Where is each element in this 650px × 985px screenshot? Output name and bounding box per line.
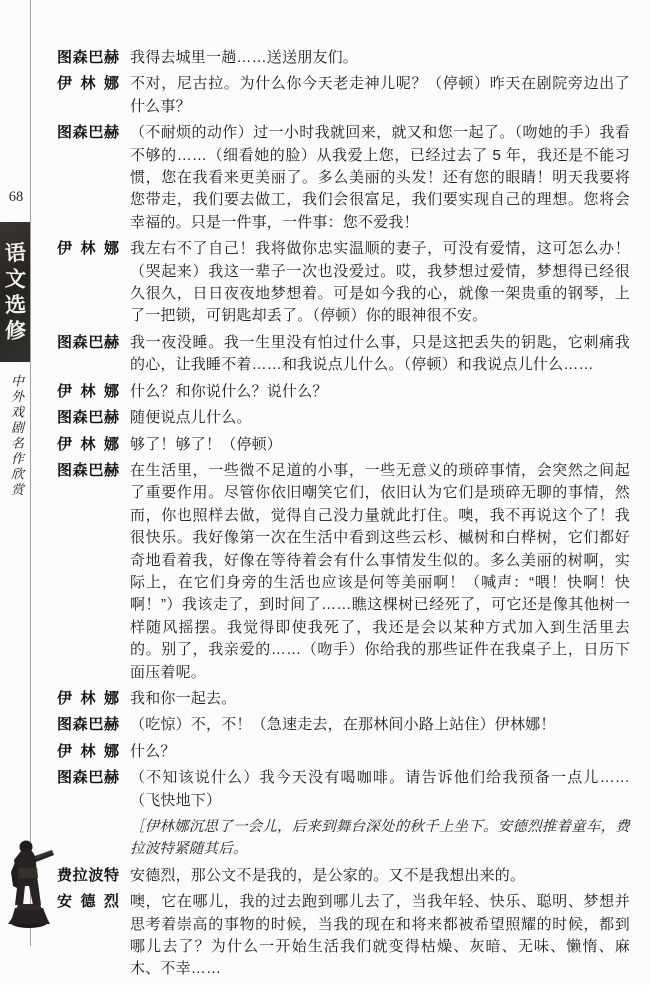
statue-image bbox=[5, 838, 57, 932]
dialogue-row bbox=[57, 407, 630, 429]
dialogue-row bbox=[57, 865, 630, 887]
speaker-name: 图森巴赫 bbox=[57, 49, 119, 66]
dialogue-text: 什么？和你说什么？说什么？ bbox=[130, 382, 328, 400]
speaker-name: 图森巴赫 bbox=[57, 461, 119, 479]
dialogue-row bbox=[57, 460, 630, 684]
speaker-name: 图森巴赫 bbox=[57, 124, 119, 142]
dialogue-text: 噢，它在哪儿，我的过去跑到哪儿去了，当我年轻、快乐、聪明、梦想并思考着崇高的事物的时候，当我的现在和将来都被希望照耀的时候，都到哪儿去了？为什么一开始生活我们就变得枯燥、灰暗、无味、懒惰、麻木、不幸…… bbox=[130, 893, 630, 978]
speaker-name: 伊林娜 bbox=[57, 240, 119, 258]
dialogue-row bbox=[57, 122, 630, 234]
dialogue-row bbox=[57, 434, 630, 456]
dialogue-text: 我得去城里一趟……送送朋友们。 bbox=[130, 49, 359, 66]
speaker-name: 图森巴赫 bbox=[57, 769, 119, 787]
dialogue-text: 够了！够了！（停顿） bbox=[130, 435, 283, 453]
speaker-name: 伊林娜 bbox=[57, 742, 119, 760]
dialogue-text: （不知该说什么）我今天没有喝咖啡。请告诉他们给我预备一点儿……（飞快地下） bbox=[130, 769, 630, 809]
dialogue-row bbox=[57, 238, 630, 328]
dialogue-row bbox=[57, 891, 630, 981]
speaker-name: 伊林娜 bbox=[57, 382, 119, 400]
dialogue-text: 在生活里，一些微不足道的小事，一些无意义的琐碎事情，会突然之间起了重要作用。尽管你依旧嘲笑它们，依旧认为它们是琐碎无聊的事情，然而，你也照样去做，觉得自己没力量就此打住。噢，我不再说这个了！我很快乐。我好像第一次在生活中看到这些云杉、槭树和白桦树，它们都好奇地看着我，好像在等待着会有什么事情发生似的。多么美丽的树啊，实际上，在它们身旁的生活也应该是何等美丽啊！（喊声：“喂！快啊！快啊！”）我该走了，到时间了……瞧这棵树已经死了，可它还是像其他树一样随风摇摆。我觉得即使我死了，我还是会以某种方式加入到生活里去的。别了，我亲爱的……（吻手）你给我的那些证件在我桌子上，日历下面压着呢。 bbox=[130, 461, 630, 681]
series-title-char: 选 bbox=[3, 291, 27, 318]
speaker-name: 图森巴赫 bbox=[57, 333, 119, 351]
speaker-name: 图森巴赫 bbox=[57, 716, 119, 734]
dialogue-row bbox=[57, 767, 630, 812]
dialogue-row bbox=[57, 47, 630, 69]
dialogue-text: 随便说点儿什么。 bbox=[130, 409, 252, 427]
dialogue-row bbox=[57, 73, 630, 118]
dialogue-text: 我和你一起去。 bbox=[130, 689, 237, 707]
dialogue-row bbox=[57, 714, 630, 736]
dialogue-text: 安德烈，那公文不是我的，是公家的。又不是我想出来的。 bbox=[130, 866, 526, 884]
dialogue-row bbox=[57, 741, 630, 763]
speaker-name-empty bbox=[57, 816, 119, 838]
speaker-name: 伊林娜 bbox=[57, 75, 119, 93]
page-number: 68 bbox=[8, 189, 24, 205]
dialogue-text: （吃惊）不，不！（急速走去，在那林间小路上站住）伊林娜！ bbox=[130, 716, 556, 734]
dialogue-text: 什么？ bbox=[130, 742, 176, 760]
series-title-char: 修 bbox=[3, 317, 27, 344]
stage-direction-text: ［伊林娜沉思了一会儿，后来到舞台深处的秋千上坐下。安德烈推着童车，费拉波特紧随其后。 bbox=[130, 819, 630, 858]
sidebar-divider-line bbox=[30, 0, 31, 946]
dialogue-text: 不对，尼古拉。为什么你今天老走神儿呢？（停顿）昨天在剧院旁边出了什么事？ bbox=[130, 75, 630, 115]
stage-direction-row bbox=[57, 816, 630, 861]
series-title-char: 语 bbox=[3, 239, 27, 266]
dialogue-text: 我一夜没睡。我一生里没有怕过什么事，只是这把丢失的钥匙，它刺痛我的心，让我睡不着……和我说点儿什么。（停顿）和我说点儿什么…… bbox=[130, 333, 630, 374]
series-title-block bbox=[0, 222, 30, 362]
play-script bbox=[57, 47, 630, 985]
speaker-name: 伊林娜 bbox=[57, 689, 119, 707]
dialogue-text: （不耐烦的动作）过一小时我就回来，就又和您一起了。（吻她的手）我看不够的……（细看她的脸）从我爱上您，已经过去了 5 年，我还是不能习惯，您在我看来更美丽了。多么美丽的头发！还有您的眼睛！明天我要将您带走，我们要去做工，我们会很富足，我们要实现自己的理想。您将会幸福的。只是一件事，一件事：您不爱我！ bbox=[130, 124, 630, 231]
dialogue-text: 我左右不了自己！我将做你忠实温顺的妻子，可没有爱情，这可怎么办！（哭起来）我这一辈子一次也没爱过。哎，我梦想过爱情，梦想得已经很久很久，日日夜夜地梦想着。可是如今我的心，就像一架贵重的钢琴，上了一把锁，可钥匙却丢了。（停顿）你的眼神很不安。 bbox=[130, 240, 630, 325]
series-title-char: 文 bbox=[3, 265, 27, 292]
speaker-name: 安德烈 bbox=[57, 893, 119, 911]
dialogue-row bbox=[57, 332, 630, 377]
speaker-name: 图森巴赫 bbox=[57, 409, 119, 427]
dialogue-row bbox=[57, 381, 630, 403]
series-subtitle: 中外戏剧名作欣赏 bbox=[9, 374, 24, 498]
dialogue-row bbox=[57, 688, 630, 710]
speaker-name: 伊林娜 bbox=[57, 435, 119, 453]
speaker-name: 费拉波特 bbox=[57, 866, 119, 884]
